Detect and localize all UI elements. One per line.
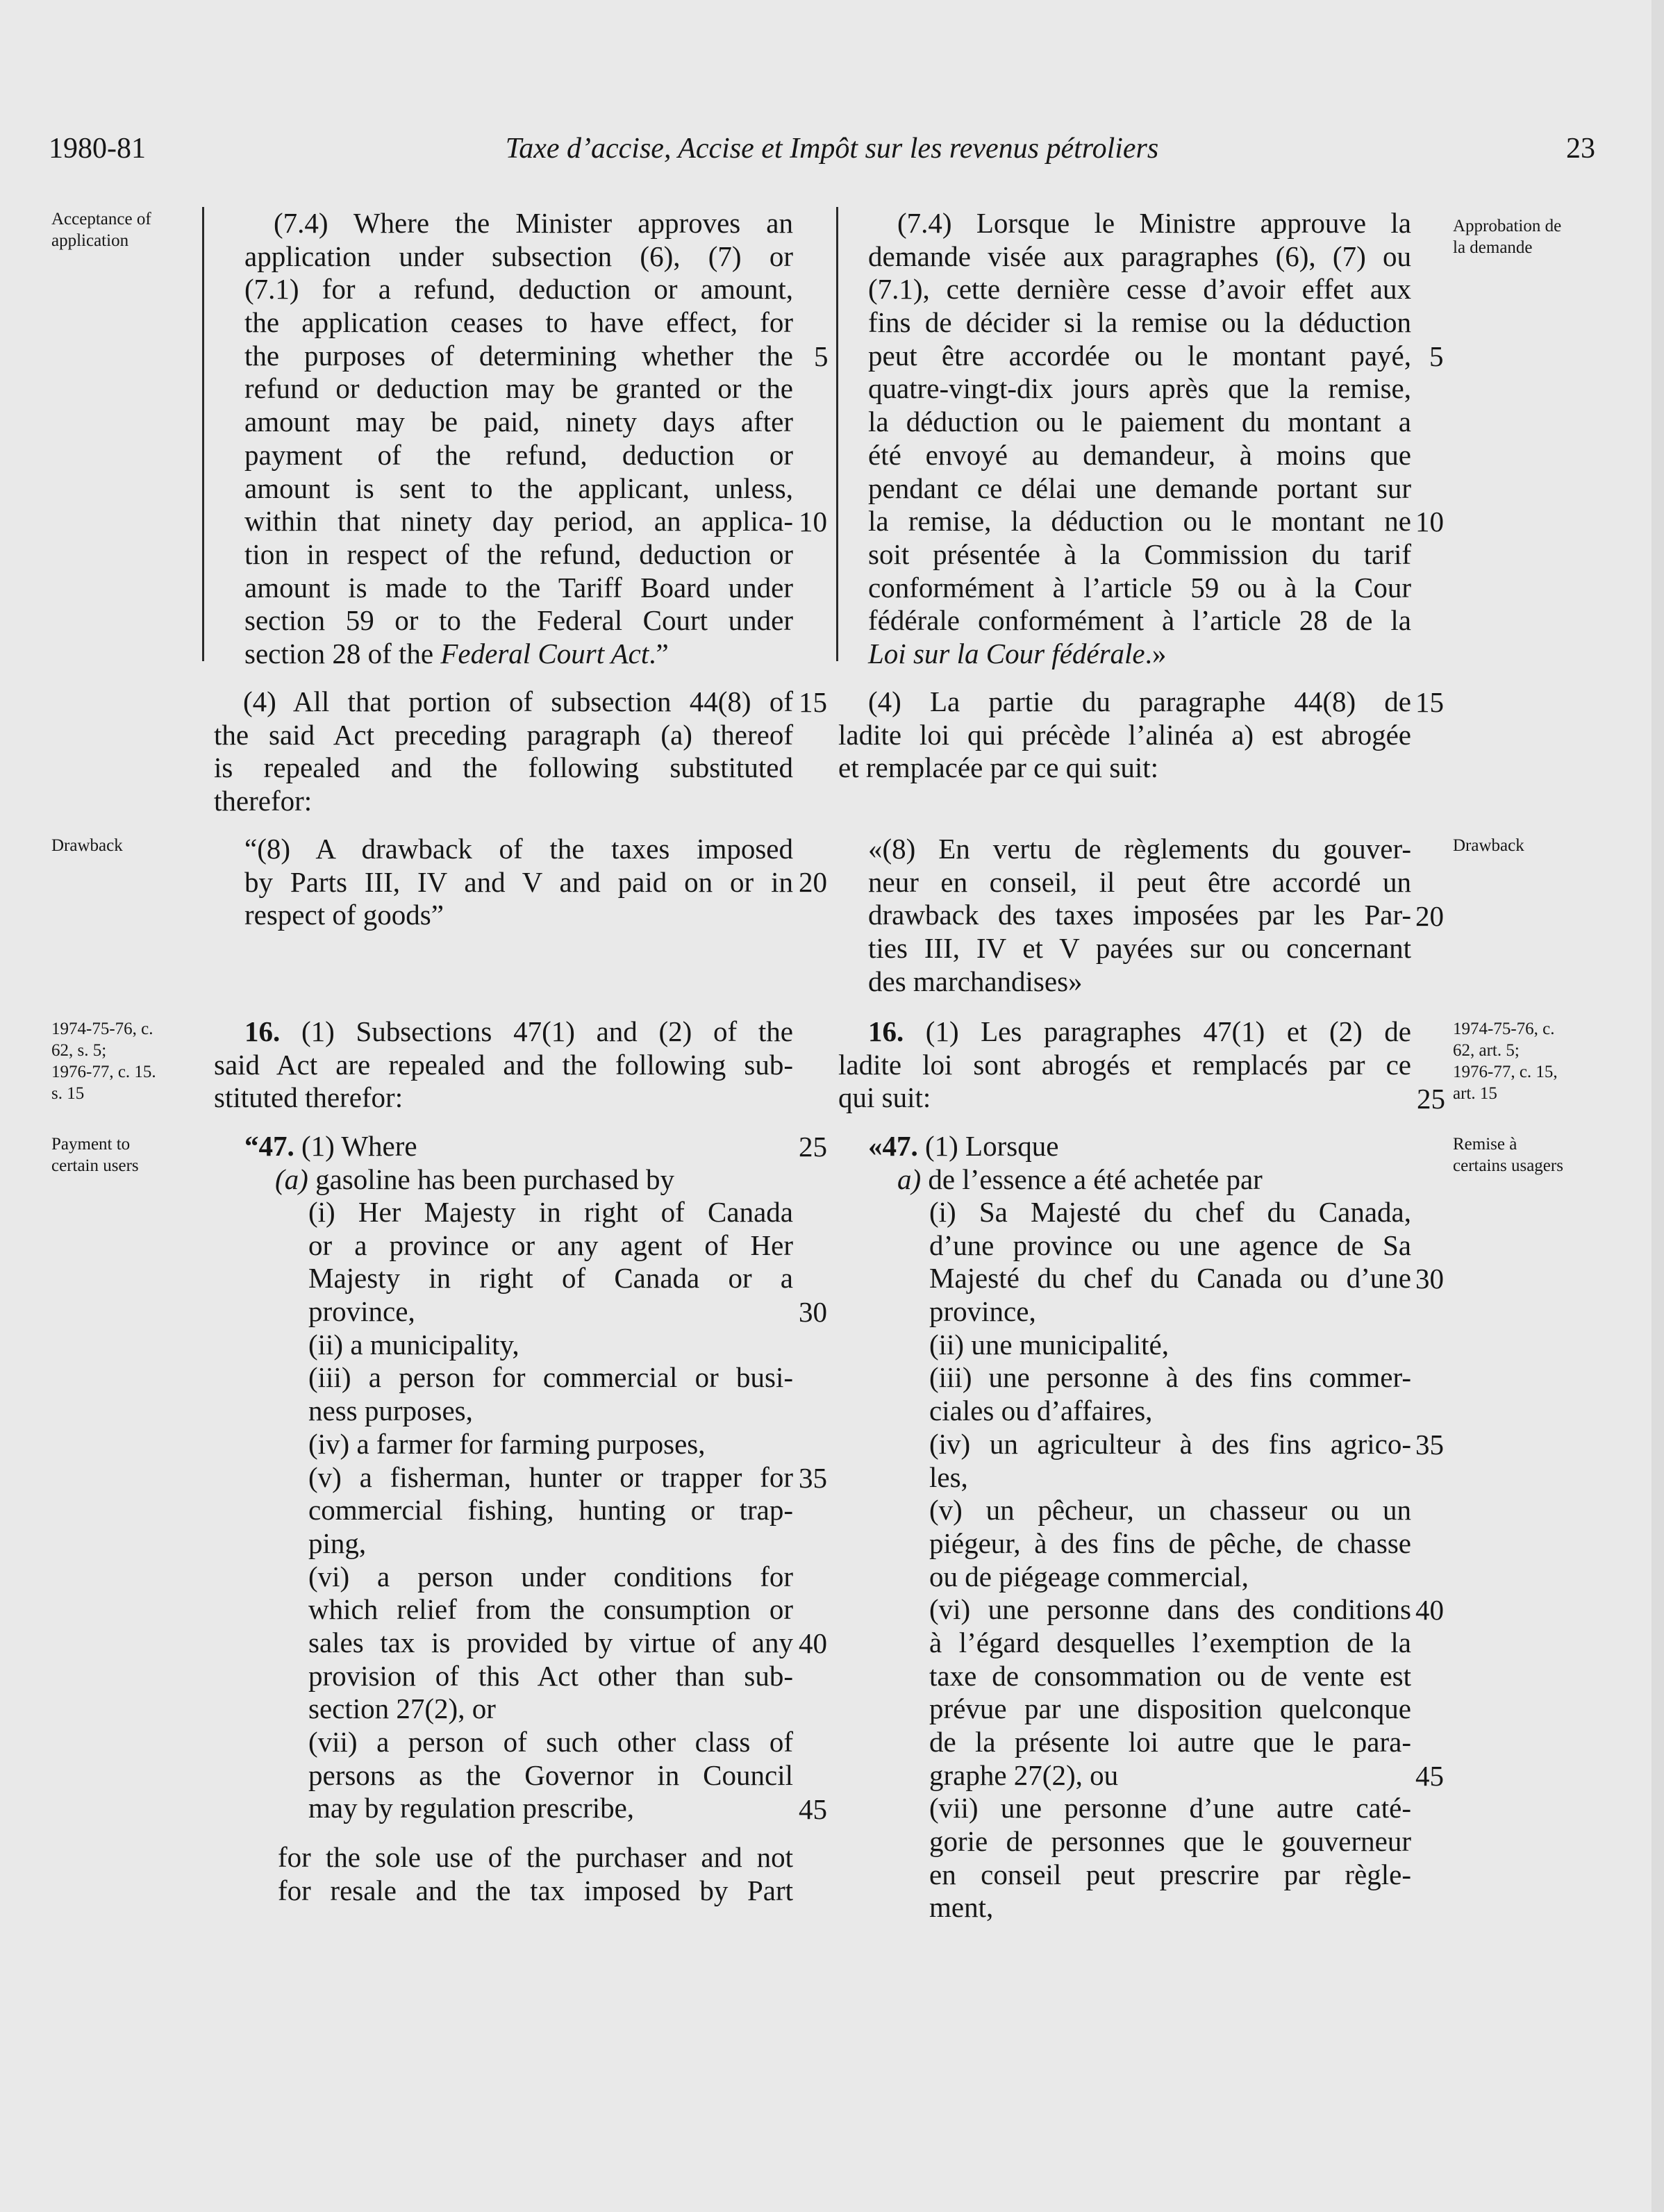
text-line: graphe 27(2), ou — [929, 1758, 1119, 1791]
text-line: may by regulation prescribe, — [308, 1792, 635, 1824]
text-line: therefor: — [214, 785, 313, 817]
text-line: which relief from the consumption or — [308, 1593, 793, 1626]
text-line: la déduction ou le paiement du montant a — [868, 406, 1411, 438]
line-number: 25 — [1417, 1083, 1445, 1115]
french-quote-8 — [868, 833, 1411, 998]
text-line: ness purposes, — [308, 1395, 473, 1427]
text-line: amount may be paid, ninety days after — [244, 406, 793, 438]
line-number: 35 — [799, 1462, 827, 1494]
text-line: province, — [308, 1295, 415, 1328]
text-line: (vi) une personne dans des conditions — [929, 1593, 1411, 1626]
french-section-16 — [838, 1015, 1411, 1115]
margin-note-approbation: Approbation de la demande — [1453, 217, 1562, 257]
margin-note-acceptance: Acceptance of application — [51, 210, 151, 250]
english-quote-7-4 — [244, 207, 793, 671]
text-line: (7.1), cette dernière cesse d’avoir effet aux — [868, 273, 1411, 306]
text-line: Loi sur la Cour fédérale.» — [868, 637, 1167, 670]
english-section-47 — [244, 1130, 793, 1196]
text-line: (iv) un agriculteur à des fins agrico- — [929, 1427, 1411, 1460]
line-number: 15 — [799, 686, 827, 718]
text-line: sales tax is provided by virtue of any — [308, 1626, 793, 1658]
text-line: respect of goods” — [244, 899, 444, 931]
margin-note-citation-fr: 1974-75-76, c. 62, art. 5; 1976-77, c. 15, art. 15 — [1453, 1020, 1558, 1103]
text-line: ladite loi qui précède l’alinéa a) est abrogée — [838, 718, 1411, 751]
text-line: said Act are repealed and the following sub- — [214, 1048, 793, 1081]
text-line: province, — [929, 1295, 1036, 1328]
text-line: (vii) une personne d’une autre caté- — [929, 1792, 1411, 1824]
text-line: à l’égard desquelles l’exemption de la — [929, 1626, 1411, 1658]
text-line: (i) Her Majesty in right of Canada — [308, 1196, 793, 1228]
line-number: 25 — [799, 1131, 827, 1163]
text-line: (ii) a municipality, — [308, 1328, 519, 1361]
text-line: stituted therefor: — [214, 1081, 403, 1114]
text-line: ciales ou d’affaires, — [929, 1395, 1153, 1427]
english-quote-8 — [244, 833, 793, 932]
line-number: 40 — [1415, 1594, 1444, 1626]
text-line: drawback des taxes imposées par les Par- — [868, 899, 1411, 931]
text-line: «(8) En vertu de règlements du gouver- — [868, 833, 1411, 865]
text-line: piégeur, à des fins de pêche, de chasse — [929, 1527, 1411, 1559]
text-line: des marchandises» — [868, 965, 1083, 997]
text-line: de la présente loi autre que le para- — [929, 1726, 1411, 1758]
text-line: section 28 of the Federal Court Act.” — [244, 637, 669, 670]
text-line: within that ninety day period, an applica- — [244, 505, 793, 538]
text-line: d’une province ou une agence de Sa — [929, 1229, 1411, 1261]
text-line: the purposes of determining whether the — [244, 339, 793, 372]
text-line: 16. (1) Subsections 47(1) and (2) of the — [244, 1015, 793, 1047]
text-line: les, — [929, 1461, 968, 1493]
quote-rule-right — [836, 207, 838, 661]
line-number: 35 — [1415, 1429, 1444, 1461]
line-number: 45 — [799, 1793, 827, 1825]
line-number: 30 — [1415, 1263, 1444, 1295]
french-quote-7-4 — [868, 207, 1411, 671]
line-number: 20 — [799, 866, 827, 898]
text-line: section 59 or to the Federal Court under — [244, 604, 793, 637]
text-line: été envoyé au demandeur, à moins que — [868, 438, 1411, 471]
text-line: (a) gasoline has been purchased by — [275, 1163, 674, 1195]
text-line: (v) a fisherman, hunter or trapper for — [308, 1461, 793, 1493]
text-line: fins de décider si la remise ou la déduction — [868, 306, 1411, 339]
text-line: en conseil peut prescrire par règle- — [929, 1858, 1411, 1890]
header-year: 1980-81 — [49, 133, 146, 165]
page-number: 23 — [1566, 133, 1595, 165]
text-line: amount is made to the Tariff Board under — [244, 571, 793, 604]
text-line: refund or deduction may be granted or the — [244, 372, 793, 405]
english-items — [308, 1196, 793, 1825]
header-title: Taxe d’accise, Accise et Impôt sur les revenus pétroliers — [505, 133, 1159, 165]
text-line: by Parts III, IV and V and paid on or in — [244, 865, 793, 898]
text-line: quatre-vingt-dix jours après que la remise, — [868, 372, 1411, 405]
text-line: soit présentée à la Commission du tarif — [868, 538, 1411, 570]
text-line: (iii) une personne à des fins commer- — [929, 1361, 1411, 1394]
text-line: (7.1) for a refund, deduction or amount, — [244, 273, 793, 306]
text-line: ties III, IV et V payées sur ou concernant — [868, 932, 1411, 965]
text-line: provision of this Act other than sub- — [308, 1659, 793, 1692]
text-line: application under subsection (6), (7) or — [244, 240, 793, 272]
text-line: (4) La partie du paragraphe 44(8) de — [868, 685, 1411, 717]
margin-note-payment: Payment to certain users — [51, 1135, 139, 1175]
text-line: prévue par une disposition quelconque — [929, 1693, 1411, 1725]
text-line: payment of the refund, deduction or — [244, 438, 793, 471]
text-line: (7.4) Where the Minister approves an — [274, 207, 793, 239]
text-line: the said Act preceding paragraph (a) thereof — [214, 718, 793, 751]
text-line: la remise, la déduction ou le montant ne — [868, 505, 1411, 538]
text-line: ment, — [929, 1891, 994, 1924]
text-line: for resale and the tax imposed by Part — [278, 1874, 793, 1906]
margin-note-remise: Remise à certains usagers — [1453, 1135, 1563, 1175]
text-line: a) de l’essence a été achetée par — [897, 1163, 1263, 1195]
english-tail — [278, 1841, 793, 1907]
margin-note-drawback-fr: Drawback — [1453, 836, 1524, 855]
text-line: for the sole use of the purchaser and not — [278, 1841, 793, 1873]
text-line: (v) un pêcheur, un chasseur ou un — [929, 1494, 1411, 1527]
text-line: taxe de consommation ou de vente est — [929, 1659, 1411, 1692]
text-line: ladite loi sont abrogés et remplacés par ce — [838, 1048, 1411, 1081]
text-line: commercial fishing, hunting or trap- — [308, 1494, 793, 1527]
french-amend-4 — [838, 685, 1411, 785]
text-line: Majesty in right of Canada or a — [308, 1262, 793, 1295]
text-line: peut être accordée ou le montant payé, — [868, 339, 1411, 372]
line-number: 40 — [799, 1627, 827, 1659]
text-line: (ii) une municipalité, — [929, 1328, 1169, 1361]
text-line: tion in respect of the refund, deduction or — [244, 538, 793, 570]
text-line: et remplacée par ce qui suit: — [838, 751, 1159, 784]
line-number: 20 — [1415, 900, 1444, 932]
text-line: (vi) a person under conditions for — [308, 1560, 793, 1593]
english-amend-4 — [214, 685, 793, 818]
text-line: Majesté du chef du Canada ou d’une — [929, 1262, 1411, 1295]
text-line: persons as the Governor in Council — [308, 1758, 793, 1791]
text-line: fédérale conformément à l’article 28 de la — [868, 604, 1411, 637]
margin-note-drawback: Drawback — [51, 836, 123, 855]
text-line: qui suit: — [838, 1081, 931, 1114]
text-line: “47. (1) Where — [244, 1130, 417, 1162]
text-line: (4) All that portion of subsection 44(8) of — [243, 685, 793, 717]
text-line: gorie de personnes que le gouverneur — [929, 1825, 1411, 1858]
margin-note-citation: 1974-75-76, c. 62, s. 5; 1976-77, c. 15. s. 15 — [51, 1020, 156, 1103]
text-line: conformément à l’article 59 ou à la Cour — [868, 571, 1411, 604]
text-line: (vii) a person of such other class of — [308, 1726, 793, 1758]
line-number: 5 — [814, 340, 829, 372]
line-number: 10 — [1415, 506, 1444, 538]
text-line: (iii) a person for commercial or busi- — [308, 1361, 793, 1394]
text-line: the application ceases to have effect, for — [244, 306, 793, 339]
french-items — [929, 1196, 1411, 1924]
line-number: 5 — [1429, 340, 1444, 372]
text-line: is repealed and the following substituted — [214, 751, 793, 784]
text-line: 16. (1) Les paragraphes 47(1) et (2) de — [868, 1015, 1411, 1047]
text-line: ou de piégeage commercial, — [929, 1560, 1249, 1593]
english-section-16 — [214, 1015, 793, 1115]
text-line: neur en conseil, il peut être accordé un — [868, 865, 1411, 898]
line-number: 45 — [1415, 1760, 1444, 1792]
line-number: 30 — [799, 1296, 827, 1328]
text-line: (iv) a farmer for farming purposes, — [308, 1427, 706, 1460]
text-line: (i) Sa Majesté du chef du Canada, — [929, 1196, 1411, 1228]
page-edge-shadow — [1651, 0, 1664, 2212]
text-line: ping, — [308, 1527, 367, 1559]
french-section-47 — [868, 1130, 1411, 1196]
line-number: 15 — [1415, 686, 1444, 718]
text-line: (7.4) Lorsque le Ministre approuve la — [897, 207, 1411, 239]
text-line: amount is sent to the applicant, unless, — [244, 472, 793, 504]
text-line: “(8) A drawback of the taxes imposed — [244, 833, 793, 865]
text-line: section 27(2), or — [308, 1693, 496, 1725]
line-number: 10 — [799, 506, 827, 538]
text-line: pendant ce délai une demande portant sur — [868, 472, 1411, 504]
quote-rule-left — [202, 207, 204, 661]
text-line: «47. (1) Lorsque — [868, 1130, 1059, 1162]
text-line: or a province or any agent of Her — [308, 1229, 793, 1261]
text-line: demande visée aux paragraphes (6), (7) ou — [868, 240, 1411, 272]
